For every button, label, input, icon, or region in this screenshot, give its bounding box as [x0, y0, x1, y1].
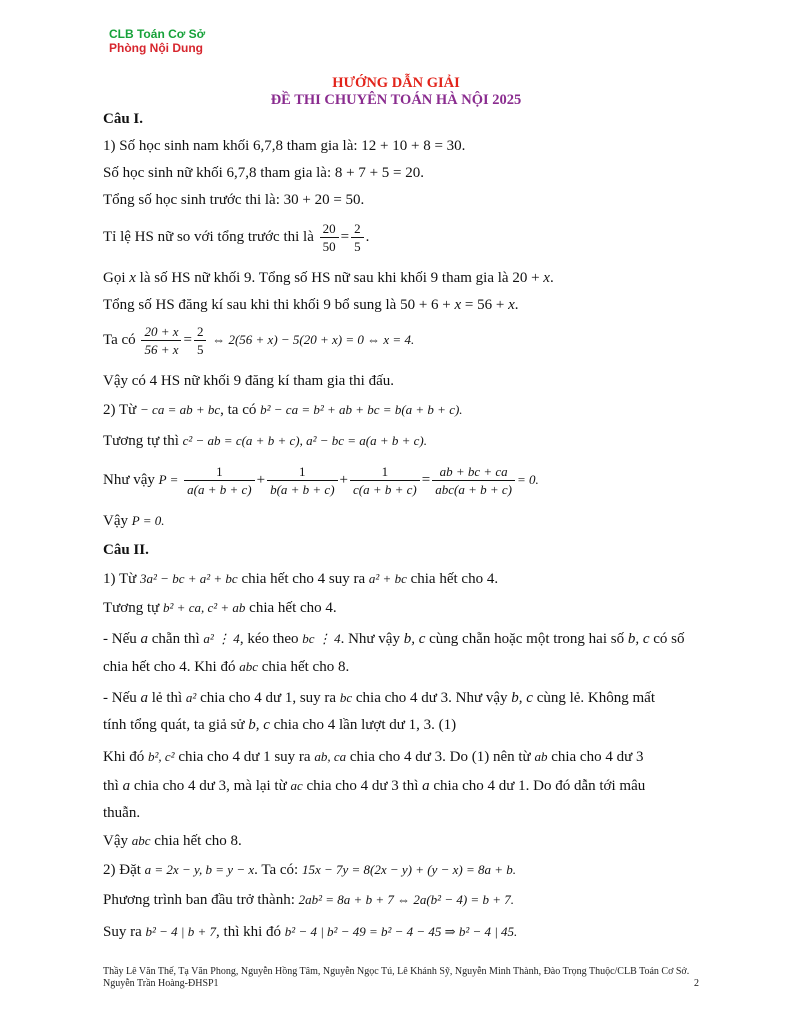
cau2-line-7: Khi đó b², c² chia cho 4 dư 1 suy ra ab, ca chia cho 4 dư 3. Do (1) nên từ ab chia cho 4 dư 3: [103, 749, 644, 765]
cau1-line-8: Vậy có 4 HS nữ khối 9 đăng kí tham gia thi đấu.: [103, 373, 395, 389]
cau2-line-2: Tương tự b² + ca, c² + ab chia hết cho 4.: [103, 600, 337, 616]
cau1-line-6: Tổng số HS đăng kí sau khi thi khối 9 bổ sung là 50 + 6 + x = 56 + x.: [103, 297, 519, 313]
doc-title-line1: HƯỚNG DẪN GIẢI: [332, 75, 460, 91]
cau2-line-1: 1) Từ 3a² − bc + a² + bc chia hết cho 4 suy ra a² + bc chia hết cho 4.: [103, 571, 499, 587]
cau2-line-13: Suy ra b² − 4 | b + 7, thì khi đó b² − 4 | b² − 49 = b² − 4 − 45 ⇒ b² − 4 | 45.: [103, 924, 518, 940]
cau2-line-11: 2) Đặt a = 2x − y, b = y − x. Ta có: 15x − 7y = 8(2x − y) + (y − x) = 8a + b.: [103, 862, 517, 878]
cau2-line-12: Phương trình ban đầu trở thành: 2ab² = 8a + b + 7 ⇔ 2a(b² − 4) = b + 7.: [103, 892, 514, 908]
cau2-line-10: Vậy abc chia hết cho 8.: [103, 833, 242, 849]
cau2-line-5: - Nếu a lẻ thì a² chia cho 4 dư 1, suy ra bc chia cho 4 dư 3. Như vậy b, c cùng lẻ. Không mất: [103, 690, 655, 706]
section-heading-1: Câu I.: [103, 111, 144, 127]
fraction: $\frac{1}{b(a + b + c)}$: [267, 463, 337, 498]
cau1-line-7: Ta có $\frac{20 + x}{56 + x}$ = $\frac{2}{5}$ ⇔ 2(56 + x) − 5(20 + x) = 0 ⇔ x = 4.: [103, 324, 415, 357]
text: Tỉ lệ HS nữ so với tổng trước thi là: [103, 228, 314, 245]
footer-credits: Thầy Lê Văn Thế, Tạ Văn Phong, Nguyễn Hồng Tâm, Nguyễn Ngọc Tú, Lê Khánh Sỹ, Nguyễn Minh Thành, Đào Trọng Thuộc/CLB Toán Cơ Sở. Nguyễn Trần Hoàng-ĐHSP1: [103, 966, 690, 989]
section-heading-2: Câu II.: [103, 542, 149, 558]
cau1-line-11: Như vậy P = $\frac{1}{a(a + b + c)}$ + $\frac{1}{b(a + b + c)}$ + $\frac{1}{c(a + b + c)}$ = $\frac{ab + bc + ca}{\text{abc(a + b + c)}}$ = 0.: [103, 464, 539, 497]
cau1-line-4: Tỉ lệ HS nữ so với tổng trước thi là $\frac{20}{50}$ = $\frac{2}{5}$ .: [103, 221, 370, 254]
fraction: $\frac{ab + bc + ca}{\text{abc(a + b + c)}}$: [432, 463, 515, 498]
cau1-line-9: 2) Từ − ca = ab + bc, ta có b² − ca = b² + ab + bc = b(a + b + c).: [103, 402, 463, 418]
cau1-line-2: Số học sinh nữ khối 6,7,8 tham gia là: 8 + 7 + 5 = 20.: [103, 165, 424, 181]
fraction: $\frac{1}{c(a + b + c)}$: [350, 463, 420, 498]
cau2-line-6: tính tổng quát, ta giả sử b, c chia cho 4 lần lượt dư 1, 3. (1): [103, 717, 457, 733]
cau2-line-4: chia hết cho 4. Khi đó abc chia hết cho 8.: [103, 659, 350, 675]
doc-title-line2: ĐỀ THI CHUYÊN TOÁN HÀ NỘI 2025: [270, 92, 522, 108]
fraction: $\frac{1}{a(a + b + c)}$: [184, 463, 254, 498]
fraction: $\frac{20}{50}$: [320, 220, 339, 255]
cau1-line-1: 1) Số học sinh nam khối 6,7,8 tham gia là: 12 + 10 + 8 = 30.: [103, 138, 466, 154]
cau2-line-9: thuẫn.: [103, 805, 141, 821]
fraction: $\frac{2}{5}$: [194, 323, 207, 358]
fraction: $\frac{20 + x}{56 + x}$: [141, 323, 181, 358]
header-club: CLB Toán Cơ Sở: [109, 27, 206, 41]
header-dept: Phòng Nội Dung: [109, 41, 203, 55]
cau1-line-5: Gọi x là số HS nữ khối 9. Tổng số HS nữ sau khi khối 9 tham gia là 20 + x.: [103, 270, 554, 286]
cau1-line-3: Tổng số học sinh trước thi là: 30 + 20 = 50.: [103, 192, 365, 208]
fraction: $\frac{2}{5}$: [351, 220, 364, 255]
page-number: 2: [694, 978, 699, 989]
cau2-line-8: thì a chia cho 4 dư 3, mà lại từ ac chia cho 4 dư 3 thì a chia cho 4 dư 1. Do đó dẫn tới mâu: [103, 778, 646, 794]
cau1-line-10: Tương tự thì c² − ab = c(a + b + c), a² − bc = a(a + b + c).: [103, 433, 428, 449]
cau1-line-12: Vậy P = 0.: [103, 513, 165, 529]
cau2-line-3: - Nếu a chẵn thì a² ⋮ 4, kéo theo bc ⋮ 4. Như vậy b, c cùng chẵn hoặc một trong hai số b, c có số: [103, 631, 685, 647]
